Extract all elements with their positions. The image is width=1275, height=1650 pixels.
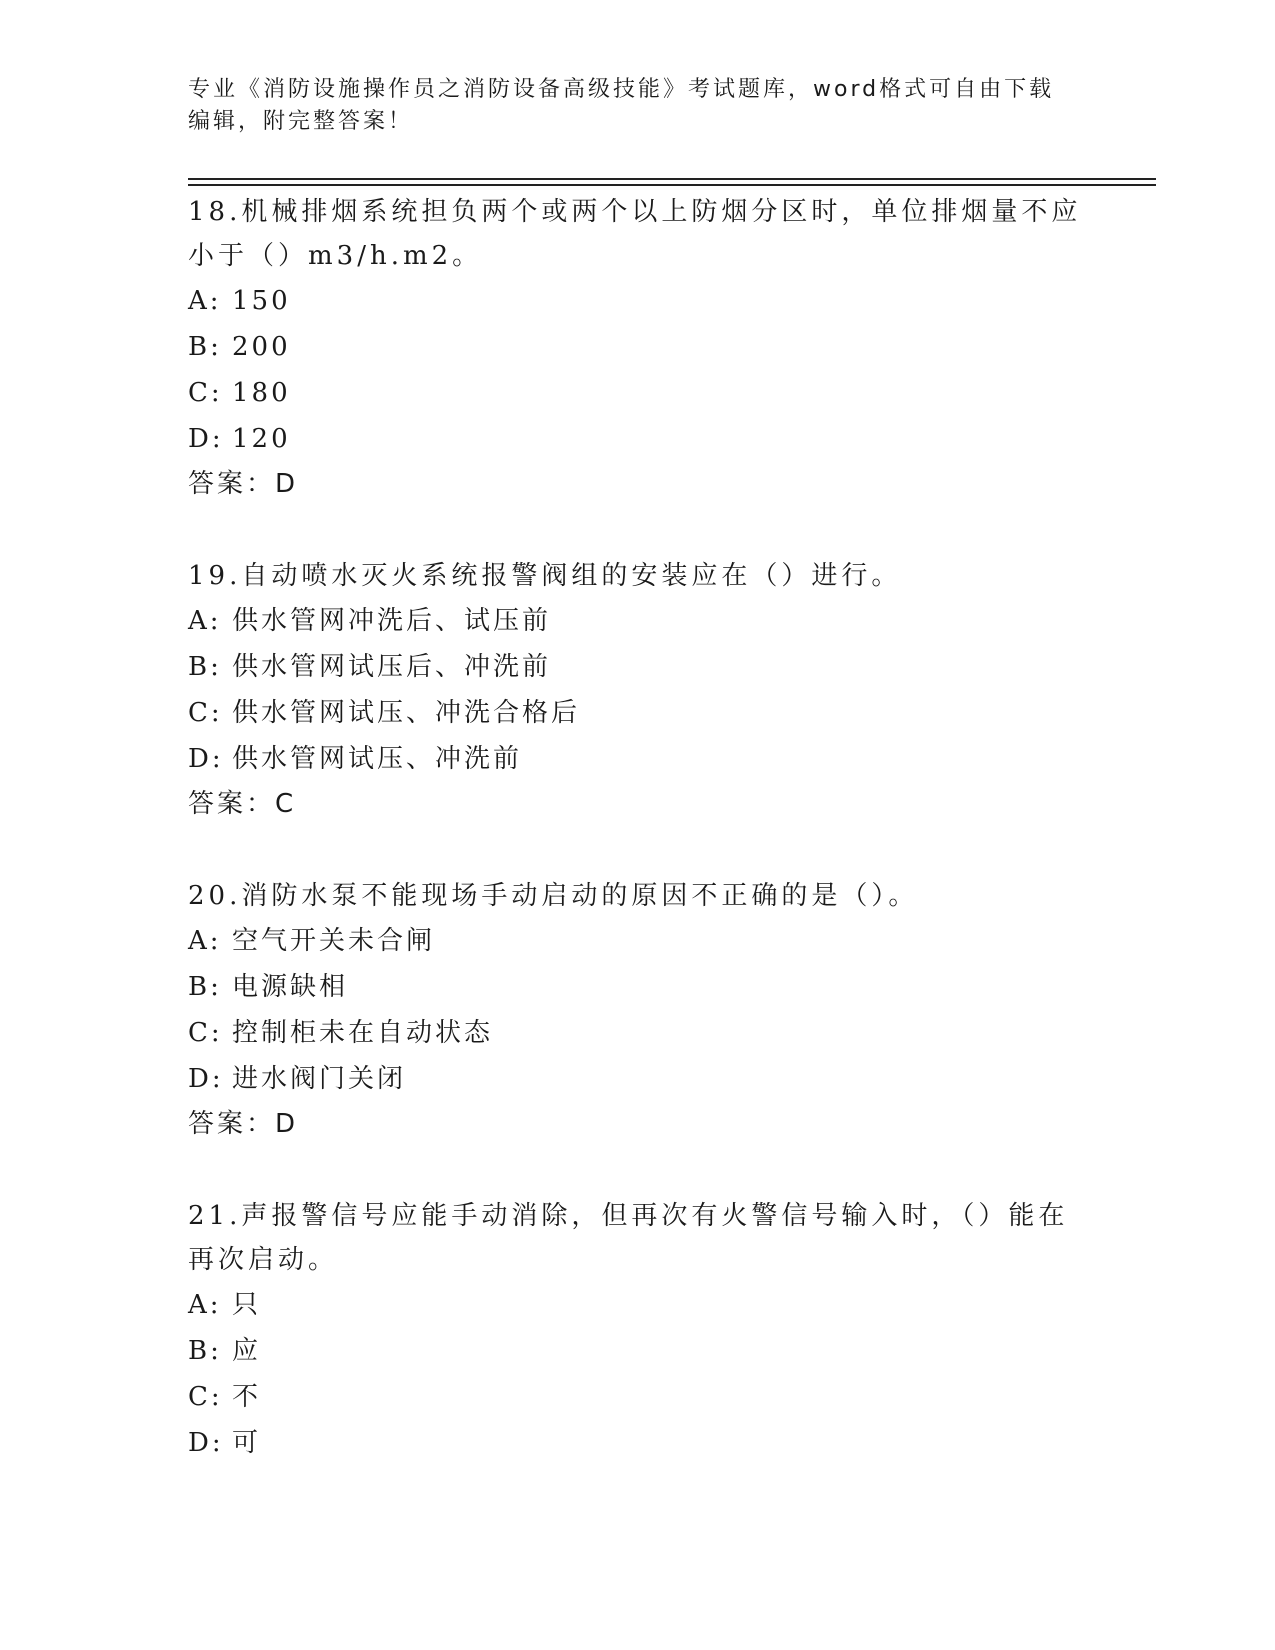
option-text: 150: [232, 286, 291, 316]
option-key: B:: [188, 652, 222, 682]
option-key: C:: [188, 378, 223, 408]
answer-line: 答案：D: [188, 1109, 299, 1139]
option-c: [188, 1374, 1088, 1420]
option-key: B:: [188, 332, 222, 362]
answer-line: 答案：D: [188, 469, 299, 499]
option-text: 应: [232, 1336, 262, 1366]
option-a: [188, 1282, 1088, 1328]
option-key: B:: [188, 1336, 222, 1366]
option-c: [188, 1010, 1088, 1056]
answer-line: 答案：C: [188, 789, 297, 819]
option-text: 供水管网冲洗后、试压前: [232, 606, 552, 636]
option-text: 可: [232, 1428, 262, 1458]
question-list: [188, 190, 1088, 1514]
option-key: D:: [188, 1428, 224, 1458]
header-divider-bottom: [188, 184, 1156, 186]
option-a: [188, 918, 1088, 964]
option-text: 供水管网试压、冲洗合格后: [232, 698, 581, 728]
option-key: C:: [188, 1382, 223, 1412]
option-text: 进水阀门关闭: [232, 1064, 407, 1094]
option-b: [188, 324, 1088, 370]
option-text: 空气开关未合闸: [232, 926, 436, 956]
option-key: D:: [188, 1064, 224, 1094]
option-a: [188, 278, 1088, 324]
option-d: [188, 1420, 1088, 1466]
option-c: [188, 690, 1088, 736]
header-divider-top: [188, 178, 1156, 180]
option-key: A:: [188, 606, 222, 636]
option-key: A:: [188, 926, 222, 956]
document-header: 专业《消防设施操作员之消防设备高级技能》考试题库，word格式可自由下载编辑，附完整答案！: [188, 77, 1055, 134]
question-stem: 21.声报警信号应能手动消除，但再次有火警信号输入时，（）能在再次启动。: [188, 1201, 1069, 1275]
option-key: D:: [188, 424, 224, 454]
option-d: [188, 736, 1088, 782]
option-text: 180: [232, 378, 291, 408]
question-20: [188, 874, 1088, 1146]
option-key: A:: [188, 286, 222, 316]
question-19: [188, 554, 1088, 826]
option-b: [188, 644, 1088, 690]
option-b: [188, 1328, 1088, 1374]
option-a: [188, 598, 1088, 644]
option-b: [188, 964, 1088, 1010]
option-text: 电源缺相: [232, 972, 349, 1002]
question-stem: 18.机械排烟系统担负两个或两个以上防烟分区时，单位排烟量不应小于（）m3/h.m2。: [188, 197, 1082, 271]
option-text: 120: [232, 424, 291, 454]
option-d: [188, 1056, 1088, 1102]
question-18: [188, 190, 1088, 506]
question-stem: 20.消防水泵不能现场手动启动的原因不正确的是（）。: [188, 881, 919, 911]
option-text: 只: [232, 1290, 262, 1320]
option-key: B:: [188, 972, 222, 1002]
option-text: 200: [232, 332, 291, 362]
option-key: C:: [188, 698, 223, 728]
question-stem: 19.自动喷水灭火系统报警阀组的安装应在（）进行。: [188, 561, 902, 591]
option-text: 不: [232, 1382, 262, 1412]
option-text: 控制柜未在自动状态: [232, 1018, 494, 1048]
option-key: C:: [188, 1018, 223, 1048]
option-text: 供水管网试压、冲洗前: [232, 744, 523, 774]
option-key: A:: [188, 1290, 222, 1320]
option-d: [188, 416, 1088, 462]
question-21: [188, 1194, 1088, 1466]
option-text: 供水管网试压后、冲洗前: [232, 652, 552, 682]
option-key: D:: [188, 744, 224, 774]
option-c: [188, 370, 1088, 416]
